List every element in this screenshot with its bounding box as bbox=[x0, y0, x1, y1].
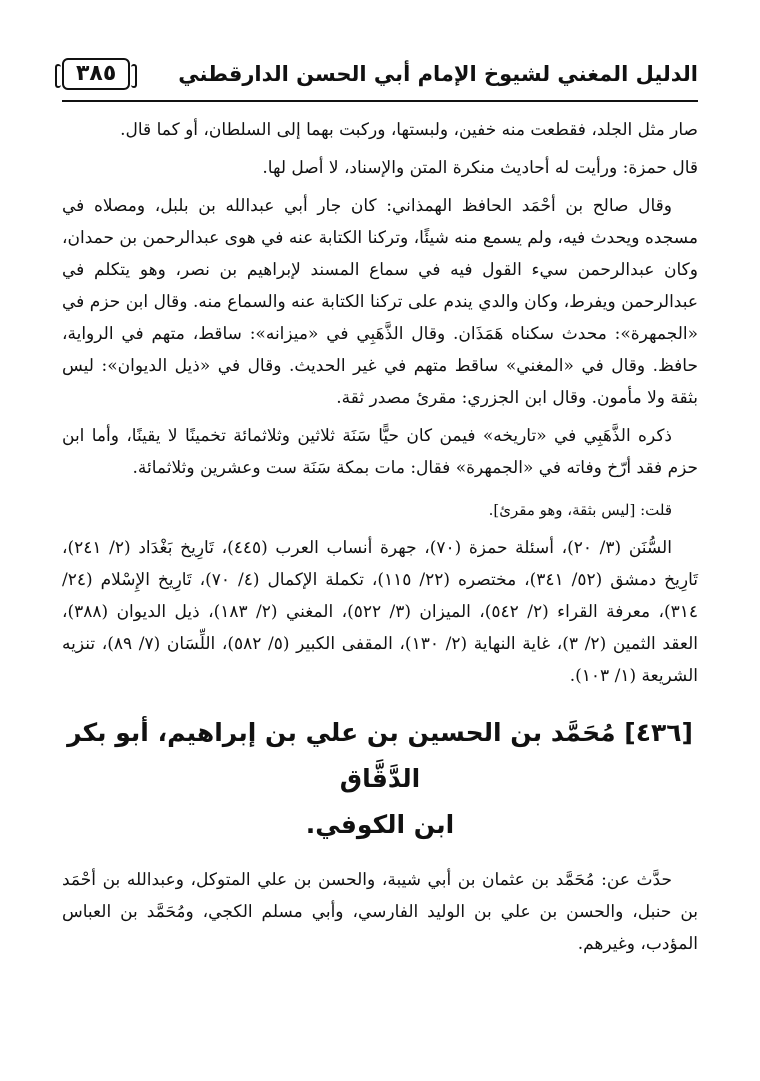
page-number: ٣٨٥ bbox=[62, 58, 130, 90]
book-page bbox=[62, 52, 698, 1081]
paragraph-continued: صار مثل الجلد، فقطعت منه خفين، ولبستها، وركبت بهما إلى السلطان، أو كما قال. bbox=[120, 120, 698, 140]
header-rule bbox=[62, 100, 698, 102]
running-title: الدليل المغني لشيوخ الإمام أبي الحسن الدارقطني bbox=[178, 62, 698, 86]
page-body bbox=[62, 114, 698, 960]
running-header bbox=[62, 52, 698, 96]
entry-heading bbox=[62, 710, 698, 848]
paragraph-hamza: قال حمزة: ورأيت له أحاديث منكرة المتن والإسناد، لا أصل لها. bbox=[262, 158, 698, 178]
entry-paragraph: حدَّث عن: مُحَمَّد بن عثمان بن أبي شيبة، والحسن بن علي المتوكل، وعبدالله بن أحْمَد بن حنبل، والحسن بن علي بن الوليد الفارسي، وأبي مسلم الكجي، ومُحَمَّد بن العباس المؤدب، وغيرهم. bbox=[62, 870, 698, 954]
entry-heading-line-1: [٤٣٦] مُحَمَّد بن الحسين بن علي بن إبراهيم، أبو بكر الدَّقَّاق bbox=[67, 718, 693, 793]
paragraph-salih: وقال صالح بن أحْمَد الحافظ الهمذاني: كان جار أبي عبدالله بن بلبل، ومصلاه في مسجده ويحدث فيه، ولم يسمع منه شيئًا، وتركنا الكتابة عنه في هوى عبدالرحمن بن حمدان، وكان عبدالرحمن سيء القول فيه في سماع المسند لإبراهيم بن نصر، وهو يتكلم في عبدالرحمن ويفرط، وكان والدي يندم على تركنا الكتابة عنه والسماع منه. وقال ابن حزم في «الجمهرة»: محدث سكناه هَمَذَان. وقال الذَّهَبِي في «ميزانه»: ساقط، متهم في الرواية، حافظ. وقال في «المغني» ساقط متهم في غير الحديث. وقال في «ذيل الديوان»: ليس بثقة ولا مأمون. وقال ابن الجزري: مقرئ مصدر ثقة. bbox=[62, 196, 698, 408]
sources-list: السُّنَن (٣/ ٢٠)، أسئلة حمزة (٧٠)، جهرة أنساب العرب (٤٤٥)، تَارِيخ بَغْدَاد (٢/ ٢٤١)، تَارِيخ دمشق (٥٢/ ٣٤١)، مختصره (٢٢/ ١١٥)، تكملة الإكمال (٤/ ٧٠)، تَارِيخ الإِسْلام (٢٤/ ٣١٤)، معرفة القراء (٢/ ٥٤٢)، الميزان (٣/ ٥٢٢)، المغني (٢/ ١٨٣)، ذيل الديوان (٣٨٨)، العقد الثمين (٢/ ٣)، غاية النهاية (٢/ ١٣٠)، المقفى الكبير (٥/ ٥٨٢)، اللِّسَان (٧/ ٨٩)، تنزيه الشريعة (١/ ١٠٣). bbox=[62, 538, 699, 686]
paragraph-dhahabi: ذكره الذَّهَبِي في «تاريخه» فيمن كان حيًّا سَنَة ثلاثين وثلاثمائة تخمينًا لا يقينًا، وأما ابن حزم فقد أرّخ وفاته في «الجمهرة» فقال: مات بمكة سَنَة ست وعشرين وثلاثمائة. bbox=[62, 426, 698, 478]
author-note: قلت: [ليس بثقة، وهو مقرئ]. bbox=[488, 501, 672, 519]
entry-heading-line-2: ابن الكوفي. bbox=[305, 810, 455, 839]
